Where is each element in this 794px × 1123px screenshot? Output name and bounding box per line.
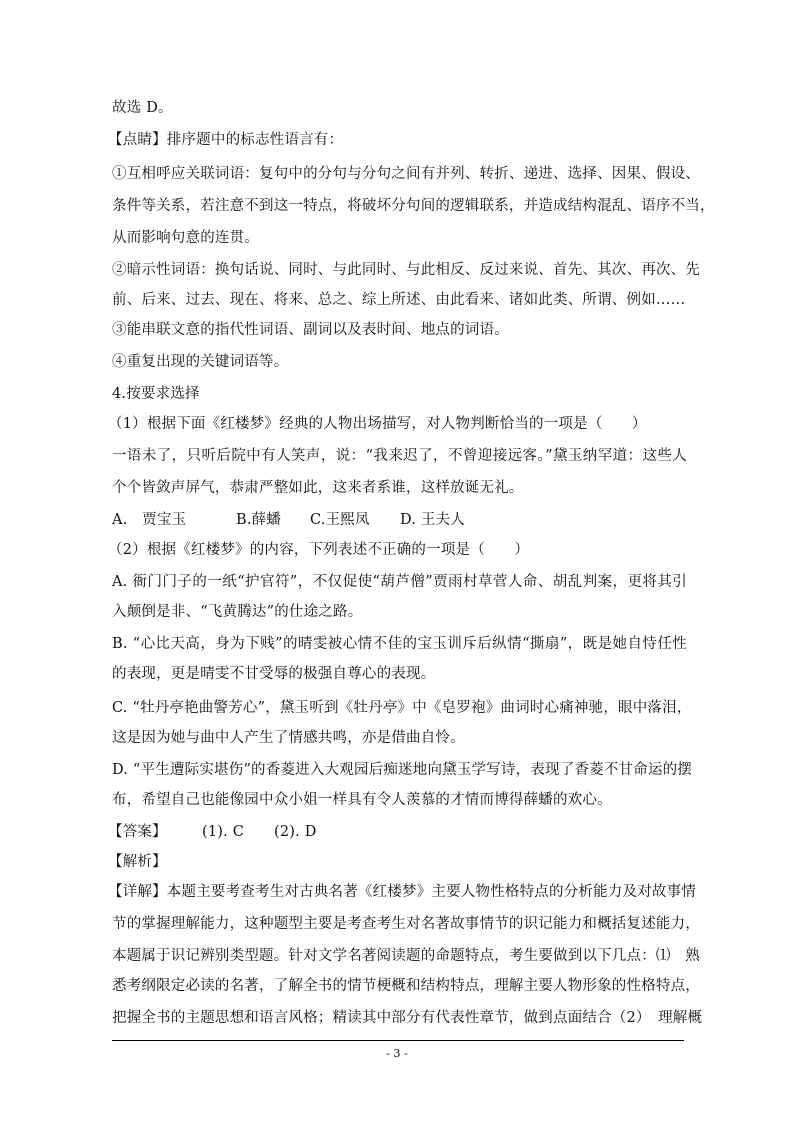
text-line: 个个皆敛声屏气，恭肃严整如此，这来者系谁，这样放诞无礼。 (112, 480, 524, 496)
question-title: 4.按要求选择 (112, 386, 200, 402)
sub-question: （2）根据《红楼梦》的内容，下列表述不正确的一项是（ ） (108, 542, 530, 558)
text-line: 故选 D。 (112, 100, 173, 116)
text-line: 从而影响句意的连贯。 (112, 230, 259, 246)
section-heading: 【点睛】排序题中的标志性语言有： (108, 132, 344, 148)
text-line: 本题属于识记辨别类型题。针对文学名著阅读题的命题特点，考生要做到以下几点：⑴ 熟 (112, 948, 700, 964)
option-c: C.王熙凤 (310, 512, 370, 528)
text-line: 条件等关系，若注意不到这一特点，将破坏分句间的逻辑联系，并造成结构混乱、语序不当， (112, 198, 715, 214)
text-line: ①互相呼应关联词语：复句中的分句与分句之间有并列、转折、递进、选择、因果、假设、 (112, 166, 700, 182)
answer-part-1: (1). C (202, 824, 245, 840)
answer-label: 【答案】 (108, 824, 167, 840)
text-line: ④重复出现的关键词语等。 (112, 354, 289, 370)
text-line: 这是因为她与曲中人产生了情感共鸣，亦是借曲自怜。 (112, 730, 465, 746)
text-line: 布，希望自己也能像园中众小姐一样具有令人羡慕的才情而博得薛蟠的欢心。 (112, 792, 612, 808)
text-line: A. 衙门门子的一纸“护官符”，不仅促使“葫芦僧”贾雨村草菅人命、胡乱判案，更将其引 (112, 574, 687, 590)
text-line: 一语未了，只听后院中有人笑声，说：“我来迟了，不曾迎接远客。”黛玉纳罕道：这些人 (112, 448, 687, 464)
answer-line (108, 822, 683, 842)
text-line: 【详解】本题主要考查考生对古典名著《红楼梦》主要人物性格特点的分析能力及对故事情 (108, 884, 696, 900)
option-b: B.薛蟠 (236, 512, 282, 528)
text-line: C. “牡丹亭艳曲警芳心”，黛玉听到《牡丹亭》中《皂罗袍》曲词时心痛神驰，眼中落泪， (112, 700, 692, 716)
text-line: 把握全书的主题思想和语言风格；精读其中部分有代表性章节，做到点面结合（2） 理解概 (112, 1010, 703, 1026)
text-line: D. “平生遭际实堪伤”的香菱进入大观园后痴迷地向黛玉学写诗，表现了香菱不甘命运的摆 (112, 762, 693, 778)
text-line: B. “心比天高，身为下贱”的晴雯被心情不佳的宝玉训斥后纵情“撕扇”，既是她自恃任性 (112, 636, 687, 652)
answer-part-2: (2). D (274, 824, 317, 840)
sub-question: （1）根据下面《红楼梦》经典的人物出场描写，对人物判断恰当的一项是（ ） (108, 416, 647, 432)
text-line: ③能串联文意的指代性词语、副词以及表时间、地点的词语。 (112, 322, 509, 338)
option-a: A. 贾宝玉 (112, 512, 187, 528)
analysis-heading: 【解析】 (108, 854, 167, 870)
text-line: 前、后来、过去、现在、将来、总之、综上所述、由此看来、诸如此类、所谓、例如…… (112, 292, 686, 308)
text-line: 的表现，更是晴雯不甘受辱的极强自尊心的表现。 (112, 666, 436, 682)
text-line: ②暗示性词语：换句话说、同时、与此同时、与此相反、反过来说、首先、其次、再次、先 (112, 262, 700, 278)
text-line: 节的掌握理解能力，这种题型主要是考查考生对名著故事情节的识记能力和概括复述能力， (112, 916, 700, 932)
option-d: D. 王夫人 (400, 512, 466, 528)
text-line: 入颠倒是非、“飞黄腾达”的仕途之路。 (112, 604, 363, 620)
answer-options (112, 510, 687, 530)
text-line: 悉考纲限定必读的名著，了解全书的情节梗概和结构特点，理解主要人物形象的性格特点， (112, 978, 700, 994)
footer-rule (112, 1040, 684, 1041)
page-number: - 3 - (386, 1047, 408, 1060)
